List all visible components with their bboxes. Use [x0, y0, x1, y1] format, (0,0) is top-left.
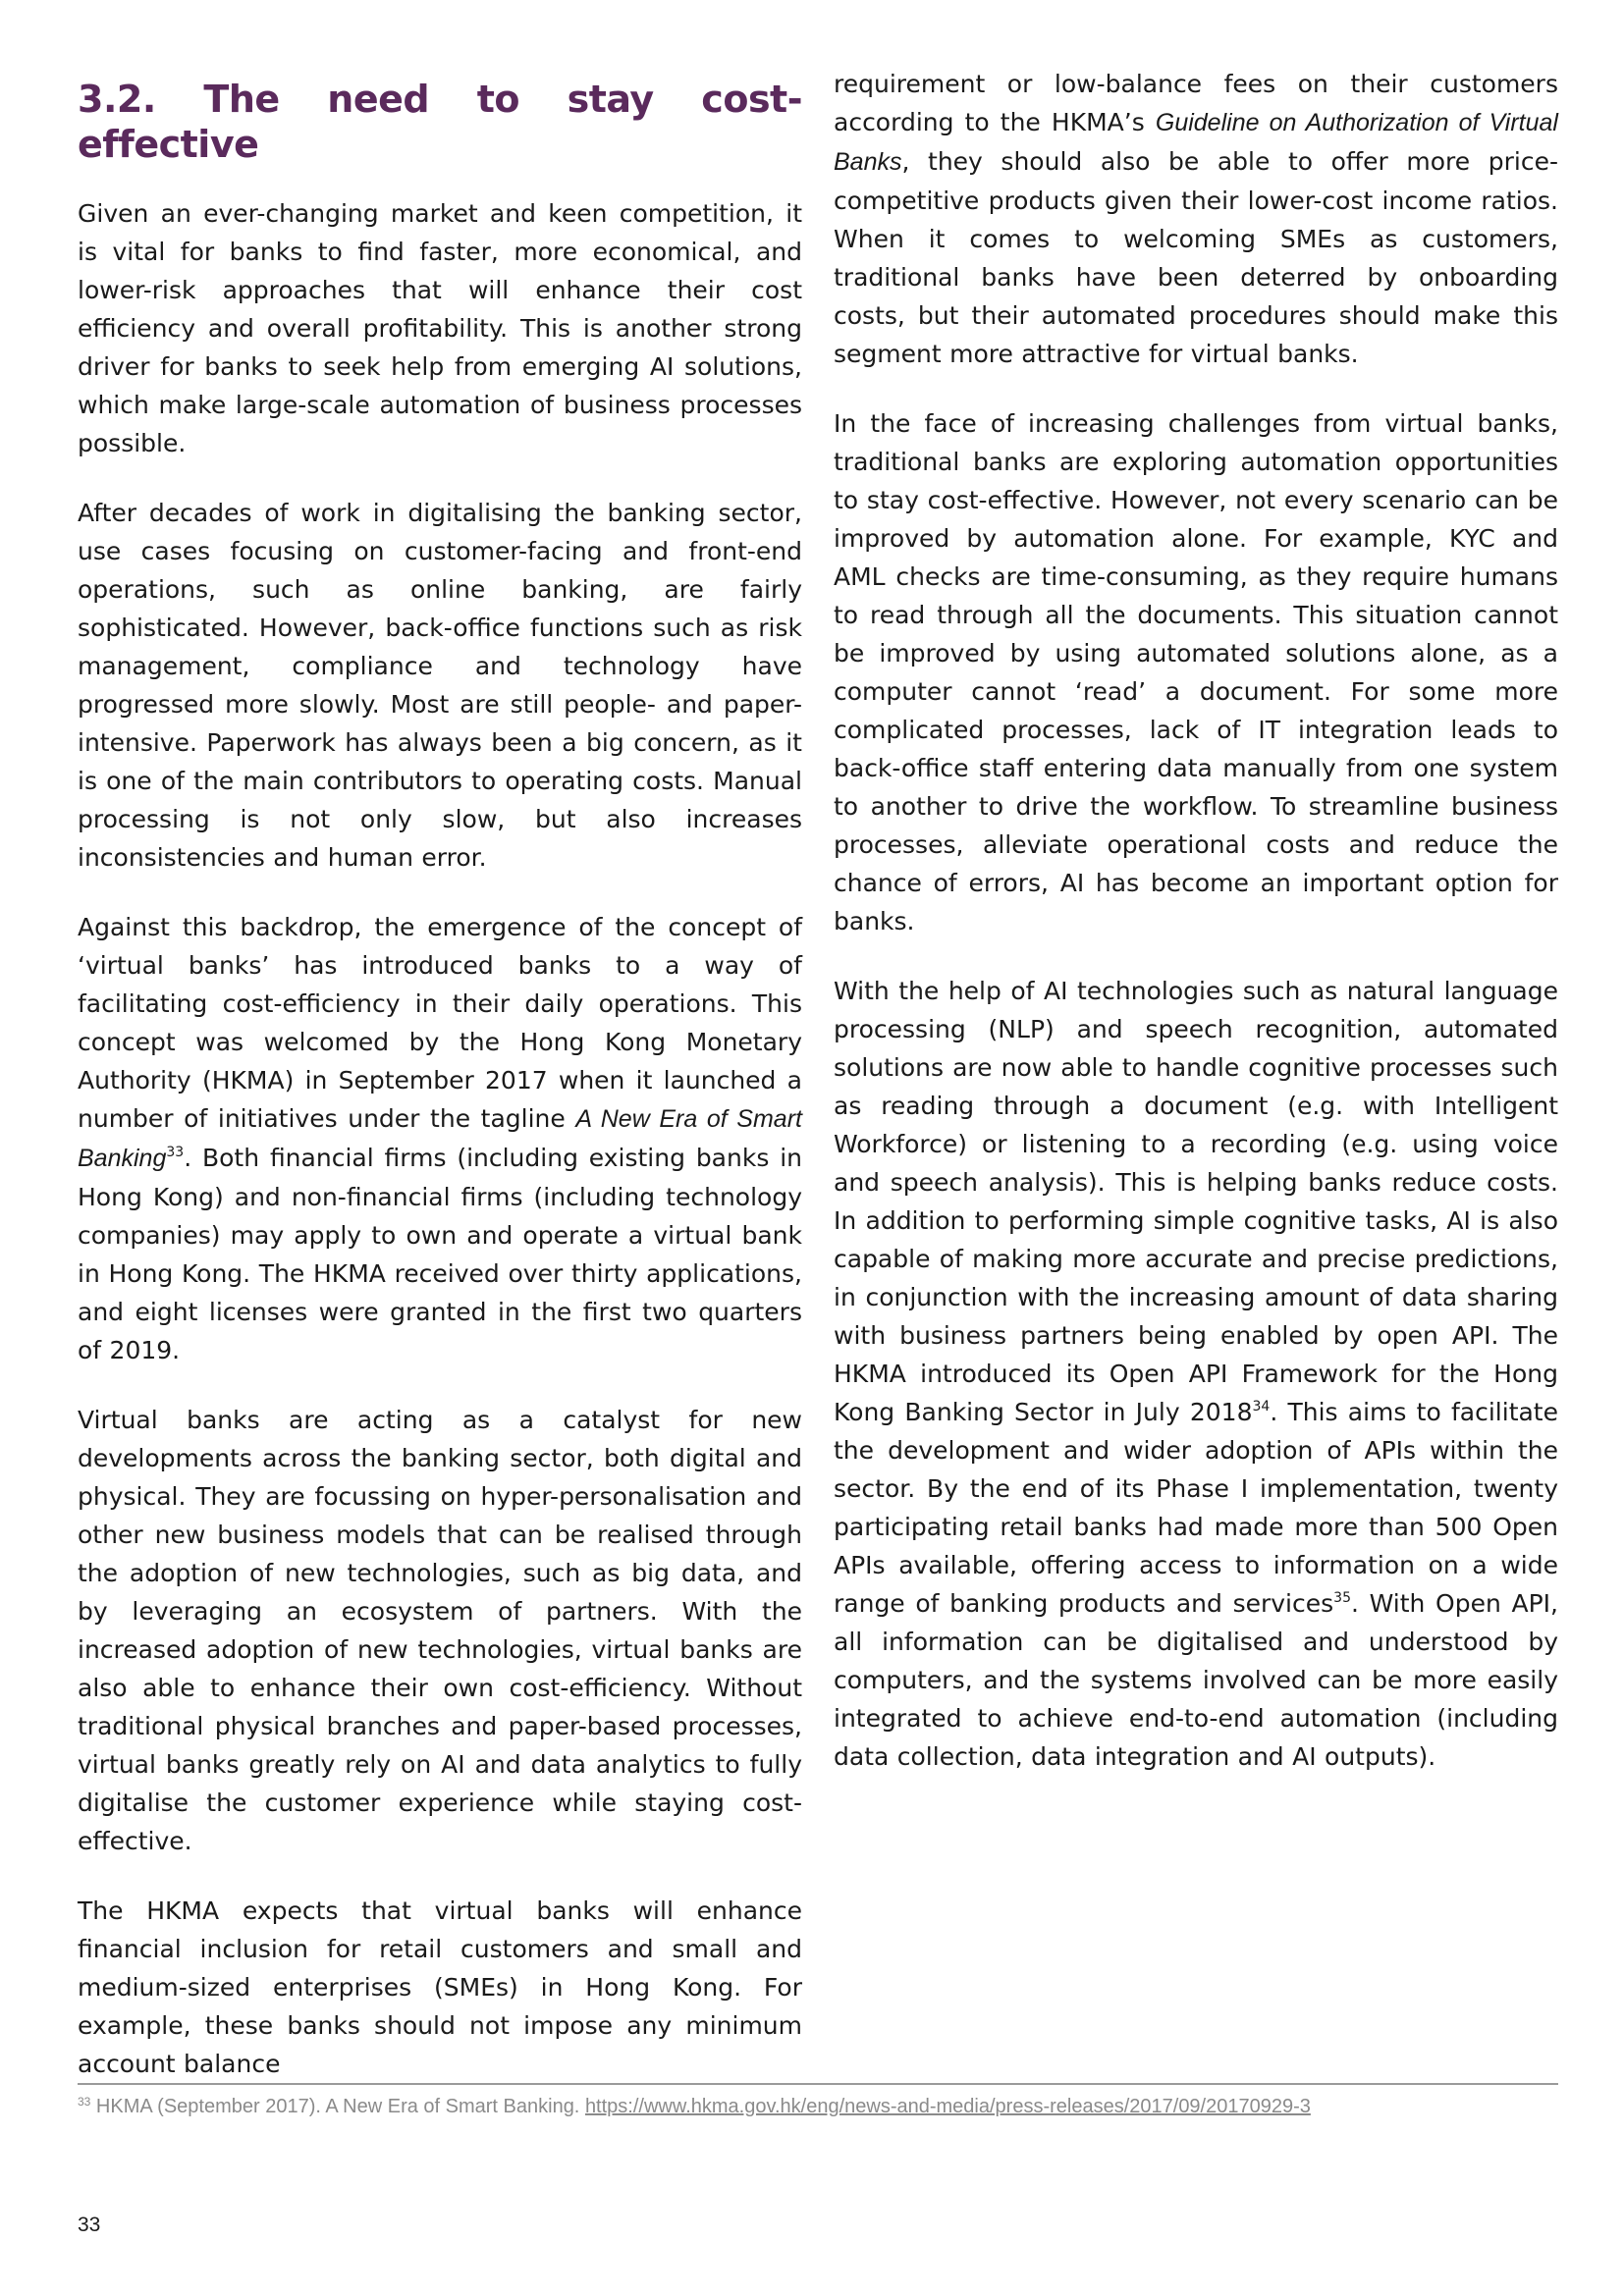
paragraph: The HKMA expects that virtual banks will enhance financial inclusion for retail customers and small and medium-sized enterprises (SMEs) in Hong Kong. For example, these banks should not impose any minimum account balance	[78, 1896, 802, 2078]
paragraph: In the face of increasing challenges from virtual banks, traditional banks are exploring automation opportunities to stay cost-effective. However, not every scenario can be improved by automation alone. For example, KYC and AML checks are time-consuming, as they require humans to read through all the documents. This situation cannot be improved by using automated solutions alone, as a computer cannot ‘read’ a document. For some more complicated processes, lack of IT integration leads to back-office staff entering data manually from one system to another to drive the workflow. To streamline business processes, alleviate operational costs and reduce the chance of errors, AI has become an important option for banks.	[834, 409, 1558, 935]
section-heading: 3.2. The need to stay cost-effective	[78, 78, 802, 166]
footnote-ref[interactable]: 35	[1333, 1590, 1351, 1606]
paragraph-text: With the help of AI technologies such as natural language processing (NLP) and speech recognition, automated solutions are now able to handle cognitive processes such as reading through a document (e.g. with Intelligent Workforce) or listening to a recording (e.g. using voice and speech analysis). This is helping banks reduce costs. In addition to performing simple cognitive tasks, AI is also capable of making more accurate and precise predictions, in conjunction with the increasing amount of data sharing with business partners being enabled by open API. The HKMA introduced its Open API Framework for the Hong Kong Banking Sector in July 2018	[834, 977, 1558, 1426]
paragraph-text: Against this backdrop, the emergence of the concept of ‘virtual banks’ has introduced banks to a way of facilitating cost-efficiency in their daily operations. This concept was welcomed by the Hong Kong Monetary Authority (HKMA) in September 2017 when it launched a number of initiatives under the tagline	[78, 913, 802, 1133]
footnote-ref[interactable]: 34	[1252, 1399, 1271, 1415]
paragraph	[834, 972, 1558, 1776]
paragraph-text: . Both financial firms (including existing banks in Hong Kong) and non-financial firms (including technology companies) may apply to own and operate a virtual bank in Hong Kong. The HKMA received over thirty applications, and eight licenses were granted in the first two quarters of 2019.	[78, 1144, 802, 1364]
footnote-link[interactable]: https://www.hkma.gov.hk/eng/news-and-media/press-releases/2017/09/20170929-3	[584, 2096, 1311, 2117]
paragraph	[834, 65, 1558, 373]
paragraph: Virtual banks are acting as a catalyst for new developments across the banking sector, both digital and physical. They are focussing on hyper-personalisation and other new business models that can be realised through the adoption of new technologies, such as big data, and by leveraging an ecosystem of partners. With the increased adoption of new technologies, virtual banks are also able to enhance their own cost-efficiency. Without traditional physical branches and paper-based processes, virtual banks greatly rely on AI and data analytics to fully digitalise the customer experience while staying cost-effective.	[78, 1406, 802, 1855]
paragraph-text: requirement or low-balance fees on their customers according to the HKMA’s	[834, 70, 1558, 136]
page-number: 33	[78, 2214, 101, 2236]
italic-title: Guideline on Authorization of Virtual Banks	[834, 109, 1558, 176]
left-column	[78, 77, 802, 2114]
paragraph: Given an ever-changing market and keen competition, it is vital for banks to find faster, more economical, and lower-risk approaches that will enhance their cost efficiency and overall profitability. This is another strong driver for banks to seek help from emerging AI solutions, which make large-scale automation of business processes possible.	[78, 199, 802, 457]
paragraph: After decades of work in digitalising the banking sector, use cases focusing on customer-facing and front-end operations, such as online banking, are fairly sophisticated. However, back-office functions such as risk management, compliance and technology have progressed more slowly. Most are still people- and paper-intensive. Paperwork has always been a big concern, as it is one of the main contributors to operating costs. Manual processing is not only slow, but also increases inconsistencies and human error.	[78, 499, 802, 872]
footnote-text: HKMA (September 2017). A New Era of Smart Banking.	[90, 2096, 585, 2117]
paragraph	[78, 908, 802, 1369]
footnote-number: 33	[78, 2095, 91, 2109]
footnote-divider	[78, 2083, 1558, 2085]
paragraph-text: . This aims to facilitate the development and wider adoption of APIs within the sector. By the end of its Phase I implementation, twenty participating retail banks had made more than 500 Open APIs available, offering access to information on a wide range of banking products and services	[834, 1398, 1558, 1618]
footnote	[78, 2093, 1558, 2120]
paragraph-text: . With Open API, all information can be digitalised and understood by computers, and the systems involved can be more easily integrated to achieve end-to-end automation (including data collection, data integration and AI outputs).	[834, 1589, 1559, 1771]
italic-title: A New Era of Smart Banking	[78, 1105, 802, 1172]
paragraph-text: , they should also be able to offer more price-competitive products given their lower-cost income ratios. When it comes to welcoming SMEs as customers, traditional banks have been deterred by onboarding costs, but their automated procedures should make this segment more attractive for virtual banks.	[834, 147, 1558, 368]
footnote-ref[interactable]: 33	[166, 1145, 185, 1160]
right-column	[834, 65, 1558, 1807]
